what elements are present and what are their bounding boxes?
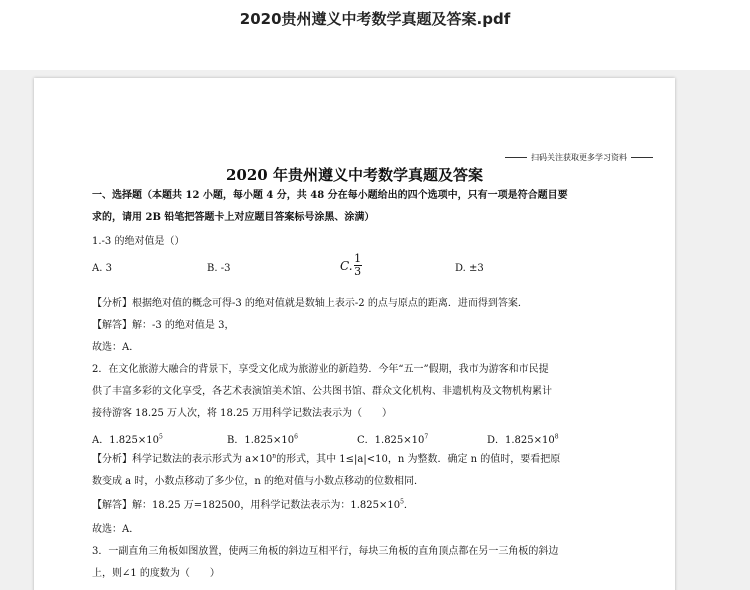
q2-answer: 故选：A．	[92, 524, 140, 535]
q1-option-c-numerator: 1	[354, 252, 362, 265]
document-title: 2020贵州遵义中考数学真题及答案.pdf	[239, 10, 511, 28]
q2-option-b-base: B．1.825×10	[227, 435, 295, 446]
title-bar	[0, 0, 750, 70]
q2-option-d	[487, 431, 559, 446]
q1-stem: 1.-3 的绝对值是（）	[92, 236, 185, 247]
q2-option-a-exponent: 5	[158, 433, 163, 441]
q3-stem-line2: 上，则∠1 的度数为（ ）	[92, 568, 220, 579]
q2-option-a-base: A．1.825×10	[92, 435, 159, 446]
watermark-dash-left	[505, 157, 527, 158]
q2-stem-line1: 2．在文化旅游大融合的背景下，享受文化成为旅游业的新趋势．今年“五一”假期，我市为游客和市民提	[92, 364, 549, 375]
watermark	[501, 152, 657, 163]
q2-stem-line2: 供了丰富多彩的文化享受，各艺术表演馆美术馆、公共图书馆、群众文化机构、非遗机构及文物机构累计	[92, 386, 552, 397]
q2-analysis-line1	[92, 453, 560, 467]
q2-analysis-line2: 数变成 a 时，小数点移动了多少位，n 的绝对值与小数点移动的位数相同．	[92, 476, 424, 487]
q2-option-a	[92, 431, 163, 446]
section1-instructions-line1: 一、选择题（本题共 12 小题，每小题 4 分，共 48 分在每小题给出的四个选项中，只有一项是符合题目要	[92, 190, 568, 201]
q2-option-d-base: D．1.825×10	[487, 435, 555, 446]
q2-analysis-text-a: 【分析】科学记数法的表示形式为 a×10	[92, 454, 273, 465]
q2-option-d-exponent: 8	[554, 433, 559, 441]
q2-option-c-exponent: 7	[424, 433, 429, 441]
q2-solution-text-b: ．	[403, 500, 414, 511]
q2-solution-text-a: 【解答】解：18.25 万=182500，用科学记数法表示为：1.825×10	[92, 500, 401, 511]
q1-option-a: A. 3	[92, 263, 112, 274]
section1-instructions-line2: 求的，请用 2B 铅笔把答题卡上对应题目答案标号涂黑、涂满）	[92, 212, 375, 223]
q2-analysis-text-b: 的形式，其中 1≤|a|<10，n 为整数．确定 n 的值时，要看把原	[276, 454, 561, 465]
q2-stem-line3: 接待游客 18.25 万人次，将 18.25 万用科学记数法表示为（ ）	[92, 408, 392, 419]
q1-option-c-fraction	[354, 253, 362, 278]
pdf-viewer[interactable]	[0, 70, 750, 590]
q3-stem-line1: 3．一副直角三角板如图放置，使两三角板的斜边互相平行，每块三角板的直角顶点都在另一三角板的斜边	[92, 546, 559, 557]
q1-solution: 【解答】解：-3 的绝对值是 3，	[92, 320, 235, 331]
q2-option-b	[227, 431, 298, 446]
q2-option-c	[357, 431, 428, 446]
q1-option-c-letter: C.	[340, 258, 353, 273]
watermark-text: 扫码关注获取更多学习资料	[531, 153, 627, 162]
q2-solution	[92, 499, 414, 513]
q2-analysis-exponent: n	[272, 452, 277, 460]
q2-solution-exponent: 5	[400, 498, 404, 506]
q1-options	[92, 252, 612, 283]
q1-option-c-denominator: 3	[354, 265, 362, 278]
q1-analysis: 【分析】根据绝对值的概念可得-3 的绝对值就是数轴上表示-2 的点与原点的距离．进而得到答案．	[92, 298, 528, 309]
q1-option-b: B. -3	[207, 263, 231, 274]
page-heading: 2020 年贵州遵义中考数学真题及答案	[226, 166, 483, 184]
q2-option-b-exponent: 6	[294, 433, 298, 441]
pdf-page	[34, 78, 675, 590]
q1-option-d: D. ±3	[455, 263, 484, 274]
q1-answer: 故选：A．	[92, 342, 140, 353]
q2-option-c-base: C．1.825×10	[357, 435, 425, 446]
q1-option-c	[340, 253, 362, 278]
q2-options	[92, 431, 612, 451]
watermark-dash-right	[631, 157, 653, 158]
